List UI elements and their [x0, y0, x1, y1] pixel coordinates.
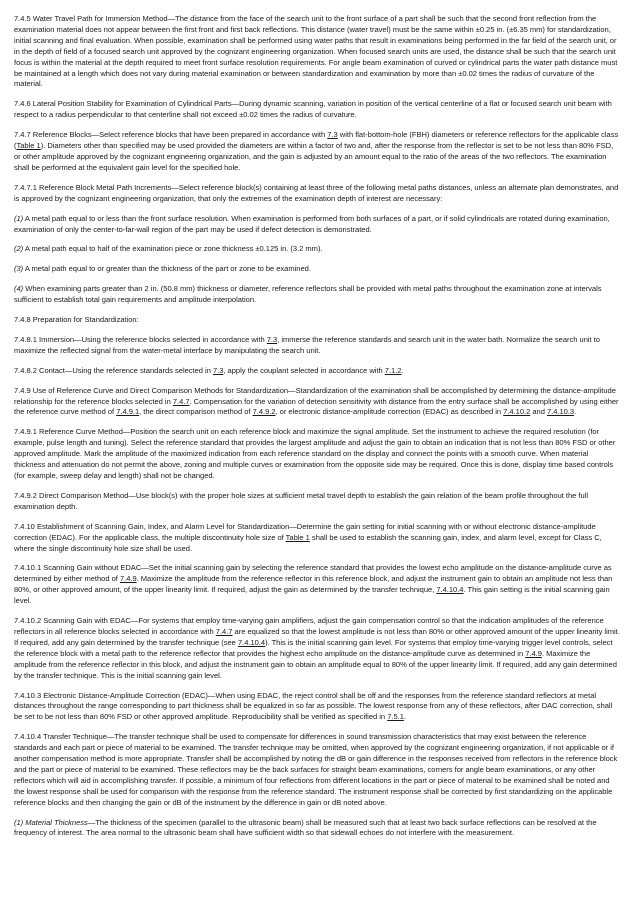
paragraph	[14, 732, 620, 808]
paragraph-text: 7.4.7 Reference Blocks—Select reference blocks that have been prepared in accordance with	[14, 130, 328, 140]
cross-reference-link[interactable]: 7.4.7	[172, 396, 190, 406]
paragraph	[14, 563, 620, 607]
cross-reference-link[interactable]: 7.4.9	[119, 574, 137, 584]
paragraph-text: , or electronic distance-amplitude correction (EDAC) as described in	[275, 407, 504, 417]
paragraph-text: . Maximize the amplitude from the reference reflector in this block, and adjust the instrument gain to obtain an amplitude equal to 80% of the upper linearity limit. If required, add any gain determined by the transfer technique. This is the initial scanning gain level.	[14, 648, 617, 680]
paragraph-text: 7.4.8.1 Immersion—Using the reference blocks selected in accordance with	[14, 334, 267, 344]
item-label: (1) Material Thickness	[14, 817, 88, 827]
paragraph	[14, 386, 620, 419]
paragraph-text: . Compensation for the variation of detection sensitivity with distance from the entry surface shall be accomplished by using either the reference curve method of	[14, 396, 619, 417]
cross-reference-link[interactable]: Table 1	[285, 532, 310, 542]
paragraph-text: 7.4.10.3 Electronic Distance-Amplitude Correction (EDAC)—When using EDAC, the reject control shall be off and the responses from the reference standard reflectors at metal distances throughout the range corresponding to part thickness shall be equalized in so far as possible. The lowest response from any of these reflectors, after DAC correction, shall be set to be not less than 80% FSD or other approved amplitude. Reproducibility shall be verified as specified in	[14, 690, 613, 722]
paragraph	[14, 315, 620, 326]
cross-reference-link[interactable]: 7.1.2	[384, 365, 402, 375]
paragraph-text: 7.4.8.2 Contact—Using the reference standards selected in	[14, 365, 213, 375]
paragraph	[14, 244, 620, 255]
paragraph-text: ). Diameters other than specified may be used provided the diameters are within a factor of two and, after the response from the reflector is set to be not less than 80% FSD, or other amplitude approved by the cognizant engineering organization, and the gain is adjusted by an amount equal to the ratio of the areas of the two reflectors. The examination shall be performed at the equivalent gain level for the specified hole.	[14, 141, 614, 172]
cross-reference-link[interactable]: 7.3	[212, 365, 224, 375]
cross-reference-link[interactable]: 7.4.7	[215, 626, 233, 636]
paragraph	[14, 522, 620, 555]
paragraph-text: A metal path equal to half of the examination piece or zone thickness ±0.125 in. (3.2 mm).	[23, 244, 323, 254]
cross-reference-link[interactable]: 7.3	[266, 334, 278, 344]
cross-reference-link[interactable]: 7.5.1	[387, 712, 404, 722]
paragraph-text: 7.4.9 Use of Reference Curve and Direct Comparison Methods for Standardization—Standardization of the examination shall be accomplished by determining the distance-amplitude relationship for the reference blocks selected in	[14, 385, 616, 406]
paragraph-text: 7.4.6 Lateral Position Stability for Examination of Cylindrical Parts—During dynamic scanning, variation in position of the vertical centerline of a flat or focused search unit beam with respect to a radius perpendicular to that centerline shall not exceed ±0.02 times the radius of curvature.	[14, 99, 612, 120]
paragraph	[14, 183, 620, 205]
item-label: (1)	[14, 213, 24, 223]
paragraph-text: 7.4.5 Water Travel Path for Immersion Method—The distance from the face of the search unit to the front surface of a part shall be such that the second front reflection from the examination material does not appear between the first front and first back reflections. This distance (water travel) must be the same within ±0.25 in. (±6.35 mm) for standardization, initial scanning and final evaluation. When possible, examination shall be performed using water paths that result in examinations being performed in the far field of the search unit, or in the depth of field of a focused search unit approved by the cognizant engineering organization. When focused search units are used, the distance shall be such that the search unit focus is within the material at the depth required to meet front surface resolution requirements. For angle beam examination of curved or cylindrical parts the water path distance must be maintained at a length which does not vary during material examination or between standardization and examination by more than ±0.02 times the radius of curvature of the material.	[14, 14, 618, 89]
item-label: (2)	[14, 244, 24, 254]
cross-reference-link[interactable]: 7.4.10.2	[503, 407, 531, 417]
item-label: (4)	[14, 284, 24, 294]
paragraph-text: and	[530, 407, 547, 417]
paragraph	[14, 264, 620, 275]
paragraph-text: A metal path equal to or less than the front surface resolution. When examination is performed from both surfaces of a part, or if solid cylindricals are rotated during examination, examination of only the center-to-far-wall region of the part may be used if defect detection is demonstrated.	[14, 213, 610, 234]
paragraph-text: , immerse the reference standards and search unit in the water bath. Normalize the search unit to maximize the reflected signal from the water-metal interface by manipulating the search unit.	[14, 334, 600, 355]
paragraph-text: A metal path equal to or greater than the thickness of the part or zone to be examined.	[23, 264, 311, 274]
paragraph-text: 7.4.10.4 Transfer Technique—The transfer technique shall be used to compensate for differences in sound transmission characteristics that may exist between the reference standards and each part or piece of material to be examined. The transfer technique may be omitted, when approved by the cognizant engineering organization, if not applicable or if another compensation method is more appropriate. Transfer shall be accomplished by noting the dB or gain difference in the responses received from reflectors in the reference block and the part or piece of material to be examined. These reflectors may be the back surfaces for straight beam examinations, corners for angle beam examinations, or any other reflectors which will aid in accomplishing transfer. If possible, a minimum of four reflections from different locations in the part or piece of material to be examined shall be noted and the lowest response shall be used for comparison with the response from the reference standard. The instrument response shall be corrected by first standardizing on the applicable reference blocks and then changing the gain or dB of the instrument by the difference in gain or dB noted above.	[14, 732, 618, 807]
cross-reference-link[interactable]: 7.4.10.4	[237, 637, 266, 647]
paragraph-text: When examining parts greater than 2 in. (50.8 mm) thickness or diameter, reference reflectors shall be provided with metal paths throughout the examination zone at intervals sufficient to establish total gain requirements and amplitude interpolation.	[14, 284, 602, 305]
paragraph	[14, 691, 620, 724]
cross-reference-link[interactable]: Table 1	[16, 141, 41, 151]
paragraph-text: , apply the couplant selected in accordance with	[223, 365, 385, 375]
paragraph-text: 7.4.8 Preparation for Standardization:	[14, 315, 139, 325]
paragraph	[14, 284, 620, 306]
paragraph-text: 7.4.9.2 Direct Comparison Method—Use block(s) with the proper hole sizes at sufficient metal travel depth to establish the gain relation of the beam profile throughout the full examination depth.	[14, 490, 588, 511]
paragraph	[14, 491, 620, 513]
cross-reference-link[interactable]: 7.4.9	[525, 648, 542, 658]
paragraph-text: 7.4.9.1 Reference Curve Method—Position the search unit on each reference block and maximize the signal amplitude. Set the instrument to achieve the required resolution (for example, pulse length and tuning). Select the reference standard that provides the largest amplitude and adjust the gain to obtain an indication that is not less than 80% FSD or other approved amplitude. Mark the amplitude of the maximized indication from each reference standard on the display and connect the points with a smooth curve. When material thickness and attenuation do not permit the above, zoning and multiple curves or examination from the opposite side may be required. Once this is done, display time based controls (for example, sweep delay and length) shall not be changed.	[14, 427, 616, 480]
paragraph-text: are equalized so that the lowest amplitude is not less than 80% or other approved amount of the upper linearity limit. If required, add any gain determined by the transfer technique (see	[14, 626, 620, 647]
paragraph-text: , the direct comparison method of	[139, 407, 253, 417]
cross-reference-link[interactable]: 7.4.10.4	[436, 585, 464, 595]
paragraph-text: shall be used to establish the scanning gain, index, and alarm level, except for Class C, where the single discontinuity hole size shall be used.	[14, 532, 602, 553]
paragraph	[14, 14, 620, 90]
paragraph-text: ). This is the initial scanning gain level. For systems that employ time-varying trigger level controls, select the reference block with a metal path to the reference reflector that provides the highest echo amplitude on the distance-amplitude curve as determined in	[14, 637, 613, 658]
paragraph-text: 7.4.10.1 Scanning Gain without EDAC—Set the initial scanning gain by selecting the reference standard that provides the lowest echo amplitude on the distance-amplitude curve as determined by either method of	[14, 563, 612, 584]
item-label: (3)	[14, 264, 24, 274]
paragraph	[14, 99, 620, 121]
paragraph	[14, 335, 620, 357]
paragraph-text: .	[574, 407, 577, 417]
cross-reference-link[interactable]: 7.4.9.1	[116, 407, 140, 417]
cross-reference-link[interactable]: 7.4.9.2	[252, 407, 276, 417]
paragraph	[14, 818, 620, 840]
paragraph	[14, 214, 620, 236]
paragraph-text: .	[401, 365, 404, 375]
paragraph-text: . Maximize the amplitude from the reference reflector in this reference block, and adjust the instrument gain to obtain an amplitude not less than 80%, or other approved amount, of the upper linearity limit. If required, adjust the gain as determined by the transfer technique,	[14, 574, 613, 595]
paragraph-text: 7.4.10 Establishment of Scanning Gain, Index, and Alarm Level for Standardization—Determine the gain setting for initial scanning with or without electronic distance-amplitude correction (EDAC). For the applicable class, the multiple discontinuity hole size of	[14, 521, 596, 542]
paragraph-text: .	[403, 712, 406, 722]
paragraph	[14, 616, 620, 681]
paragraph-text: 7.4.7.1 Reference Block Metal Path Increments—Select reference block(s) containing at least three of the following metal paths distances, unless an alternate plan demonstrates, and is approved by the cognizant engineering organization, that only the extremes of the examination depth of interest are necessary:	[14, 182, 619, 203]
paragraph-text: with flat-bottom-hole (FBH) diameters or reference reflectors for the applicable class (	[14, 130, 619, 151]
paragraph	[14, 427, 620, 482]
paragraph-text: —The thickness of the specimen (parallel to the ultrasonic beam) shall be measured such that at least two back surface reflections can be resolved at the frequency of interest. The area normal to the ultrasonic beam shall have sufficient width so that sidewall echoes do not interfere with the measurement.	[14, 817, 597, 838]
paragraph-text: . This gain setting is the initial scanning gain level.	[14, 585, 610, 606]
paragraph	[14, 130, 620, 174]
cross-reference-link[interactable]: 7.3	[327, 130, 338, 140]
paragraph-text: 7.4.10.2 Scanning Gain with EDAC—For systems that employ time-varying gain amplifiers, adjust the gain compensation control so that the indication amplitudes of the reference reflectors in all reference blocks selected in accordance with	[14, 616, 604, 636]
cross-reference-link[interactable]: 7.4.10.3	[546, 407, 575, 417]
paragraph	[14, 366, 620, 377]
